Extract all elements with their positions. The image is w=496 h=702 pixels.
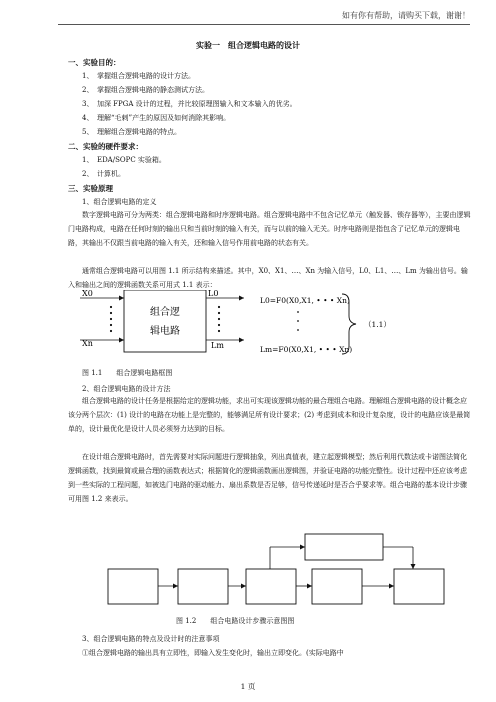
input-x0-label: X0 — [82, 290, 93, 298]
figure-2-diagram — [0, 532, 496, 610]
sec1-item-2: 2、 掌握组合逻辑电路的静态测试方法。 — [82, 86, 209, 94]
equation-number: （1.1） — [364, 320, 391, 329]
design-step-box-top — [305, 534, 383, 560]
sec1-item-1: 1、 掌握组合逻辑电路的设计方法。 — [82, 72, 195, 80]
sec2-item-1: 1、 EDA/SOPC 实验箱。 — [82, 156, 166, 164]
page-header: 如有你有帮助，请购买下载，谢谢！ — [342, 11, 470, 20]
sec1-item-3: 3、 加深 FPGA 设计的过程，并比较原理图输入和文本输入的优劣。 — [82, 100, 297, 108]
design-step-box-5 — [394, 569, 444, 604]
input-xn-label: Xn — [82, 339, 93, 348]
section-2-heading: 二、实验的硬件要求： — [68, 142, 143, 151]
figure-1-caption: 图 1.1 组合逻辑电路框图 — [82, 369, 173, 377]
sec3-sub-2: 2、组合逻辑电路的设计方法 — [82, 385, 171, 393]
design-step-box-1 — [108, 569, 158, 604]
design-step-box-4 — [312, 569, 362, 604]
paragraph-3: 组合逻辑电路的设计任务是根据给定的逻辑功能，求出可实现该逻辑功能的最合理组合电路。理解组合逻辑电路的设计概念应该分两个层次：(1) 设计的电路在功能上是完整的，能够满足所有设计要求；(2) 考虑到成本和设计复杂度，设计的电路应该是最简单的，设计最优化是设计人员必须努力达到的目标。 — [68, 397, 471, 433]
sec1-item-5: 5、 理解组合逻辑电路的特点。 — [82, 128, 181, 136]
sec3-sub-3: 3、组合逻辑电路的特点及设计时的注意事项 — [82, 635, 220, 643]
figure-1-diagram — [0, 290, 496, 362]
page-footer: 1 页 — [240, 682, 256, 691]
paragraph-4: 在设计组合逻辑电路时，首先需要对实际问题进行逻辑抽象，列出真值表，建立起逻辑模型；然后利用代数法或卡诺图法简化逻辑函数，找到最简或最合理的函数表达式；根据简化的逻辑函数画出逻辑图，并验证电路的功能完整性。设计过程中还应该考虑到一些实际的工程问题，如被选门电路的驱动能力、扇出系数是否足够，信号传递延时是否合乎要求等。组合电路的基本设计步骤可用图 1.2 来表示。 — [68, 453, 467, 503]
box-label-line-1: 组合逻 — [150, 307, 180, 318]
equation-lm: Lm=F0(X0,X1, • • • Xn) — [260, 345, 353, 354]
equation-l0: L0=F0(X0,X1, • • • Xn) — [260, 296, 350, 305]
output-lm-label: Lm — [211, 341, 224, 350]
combinational-logic-box — [124, 290, 206, 352]
sec1-item-4: 4、 理解“毛刺”产生的原因及如何消除其影响。 — [82, 114, 231, 122]
design-step-box-2 — [178, 569, 228, 604]
input-ellipsis-dots — [110, 306, 112, 332]
equation-ellipsis-dots — [297, 311, 299, 331]
sec2-item-2: 2、 计算机。 — [82, 170, 125, 178]
design-step-box-3 — [246, 569, 296, 604]
section-1-heading: 一、实验目的： — [68, 58, 121, 67]
header-rule — [58, 24, 470, 25]
section-3-heading: 三、实验原理 — [68, 184, 113, 193]
figure-2-caption: 图 1.2 组合电路设计步骤示意图图 — [176, 617, 295, 625]
sec3-sub-1: 1、组合逻辑电路的定义 — [82, 198, 157, 206]
paragraph-2: 通常组合逻辑电路可以用图 1.1 所示结构来描述。其中，X0、X1、…、Xn 为输入信号，L0、L1、…、Lm 为输出信号。输入和输出之间的逻辑函数关系可用式 1.1 表示： — [68, 267, 468, 289]
output-ellipsis-dots — [218, 306, 220, 332]
paragraph-1: 数字逻辑电路可分为两类：组合逻辑电路和时序逻辑电路。组合逻辑电路中不包含记忆单元（触发器、锁存器等），主要由逻辑门电路构成，电路在任何时刻的输出只和当前时刻的输入有关，而与以前的输入无关。时序电路则是指包含了记忆单元的逻辑电路，其输出不仅跟当前电路的输入有关，还和输入信号作用前电路的状态有关。 — [68, 211, 471, 247]
paragraph-5: ①组合逻辑电路的输出具有立即性，即输入发生变化时，输出立即变化。(实际电路中 — [82, 649, 344, 657]
doc-title: 实验一 组合逻辑电路的设计 — [196, 40, 300, 50]
output-l0-label: L0 — [208, 290, 219, 298]
box-label-line-2: 辑电路 — [150, 326, 180, 337]
